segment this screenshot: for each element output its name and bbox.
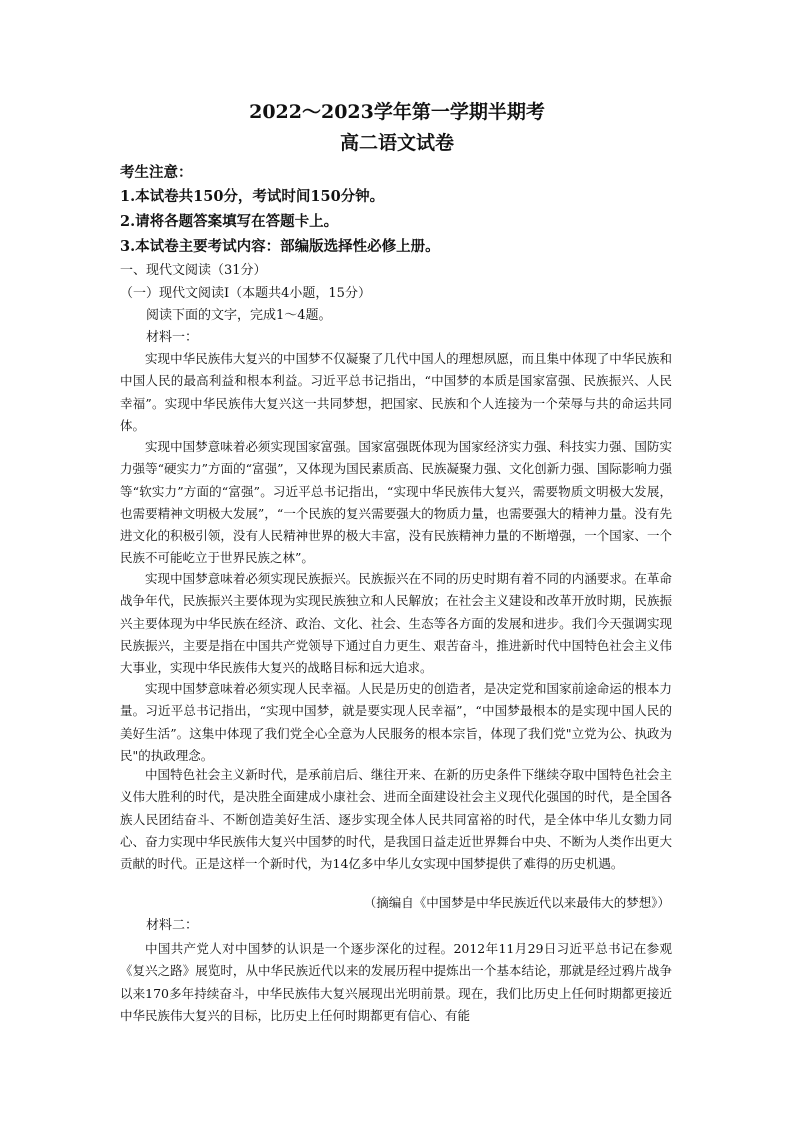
material-1-paragraph-5: 中国特色社会主义新时代，是承前启后、继往开来、在新的历史条件下继续夺取中国特色社会主义伟大胜利的时代，是决胜全面建成小康社会、进而全面建设社会主义现代化强国的时代，是全国各族人民团结奋斗、不断创造美好生活、逐步实现全体人民共同富裕的时代，是全体中华儿女勠力同心、奋力实现中华民族伟大复兴中国梦的时代，是我国日益走近世界舞台中央、不断为人类作出更大贡献的时代。正是这样一个新时代，为14亿多中华儿女实现中国梦提供了难得的历史机遇。 — [120, 767, 672, 872]
exam-title: 2022～2023学年第一学期半期考 — [249, 101, 545, 123]
material-1-paragraph-4: 实现中国梦意味着必须实现人民幸福。人民是历史的创造者，是决定党和国家前途命运的根本力量。习近平总书记指出，“实现中国梦，就是要实现人民幸福”，“中国梦最根本的是实现中国人民的美好生活”。这集中体现了我们党全心全意为人民服务的根本宗旨，体现了我们党"立党为公、执政为民"的执政理念。 — [120, 681, 672, 763]
subsection-heading: （一）现代文阅读Ⅰ（本题共4小题，15分） — [120, 286, 371, 301]
notice-item-2: 2.请将各题答案填写在答题卡上。 — [120, 213, 339, 230]
material-2-label: 材料二： — [146, 918, 199, 933]
reading-instruction: 阅读下面的文字，完成1～4题。 — [146, 308, 332, 323]
notice-heading: 考生注意： — [120, 164, 193, 181]
material-1-paragraph-3: 实现中国梦意味着必须实现民族振兴。民族振兴在不同的历史时期有着不同的内涵要求。在革命战争年代，民族振兴主要体现为实现民族独立和人民解放；在社会主义建设和改革开放时期，民族振兴主要体现为中华民族在经济、政治、文化、社会、生态等各方面的发展和进步。我们今天强调实现民族振兴，主要是指在中国共产党领导下通过自力更生、艰苦奋斗，推进新时代中国特色社会主义伟大事业，实现中华民族伟大复兴的战略目标和远大追求。 — [120, 571, 672, 676]
notice-item-3: 3.本试卷主要考试内容：部编版选择性必修上册。 — [120, 238, 440, 255]
material-1-source: （摘编自《中国梦是中华民族近代以来最伟大的梦想》） — [363, 895, 670, 910]
notice-item-1: 1.本试卷共150分，考试时间150分钟。 — [120, 188, 385, 205]
material-1-paragraph-2: 实现中国梦意味着必须实现国家富强。国家富强既体现为国家经济实力强、科技实力强、国防实力强等“硬实力”方面的“富强”，又体现为国民素质高、民族凝聚力强、文化创新力强、国际影响力强等“软实力”方面的“富强”。习近平总书记指出，“实现中华民族伟大复兴，需要物质文明极大发展，也需要精神文明极大发展”，“一个民族的复兴需要强大的物质力量，也需要强大的精神力量。没有先进文化的积极引领，没有人民精神世界的极大丰富，没有民族精神力量的不断增强，一个国家、一个民族不可能屹立于世界民族之林”。 — [120, 439, 672, 566]
material-2-paragraph-1: 中国共产党人对中国梦的认识是一个逐步深化的过程。2012年11月29日习近平总书记在参观《复兴之路》展览时，从中华民族近代以来的发展历程中提炼出一个基本结论，那就是经过鸦片战争以来170多年持续奋斗，中华民族伟大复兴展现出光明前景。现在，我们比历史上任何时期都更接近中华民族伟大复兴的目标，比历史上任何时期都更有信心、有能 — [120, 941, 672, 1023]
exam-subtitle: 高二语文试卷 — [339, 132, 454, 154]
material-1-paragraph-1: 实现中华民族伟大复兴的中国梦不仅凝聚了几代中国人的理想夙愿，而且集中体现了中华民族和中国人民的最高利益和根本利益。习近平总书记指出，“中国梦的本质是国家富强、民族振兴、人民幸福”。实现中华民族伟大复兴这一共同梦想，把国家、民族和个人连接为一个荣辱与共的命运共同体。 — [120, 351, 672, 433]
section-heading: 一、现代文阅读（31分） — [120, 263, 267, 278]
material-1-label: 材料一： — [146, 330, 199, 345]
